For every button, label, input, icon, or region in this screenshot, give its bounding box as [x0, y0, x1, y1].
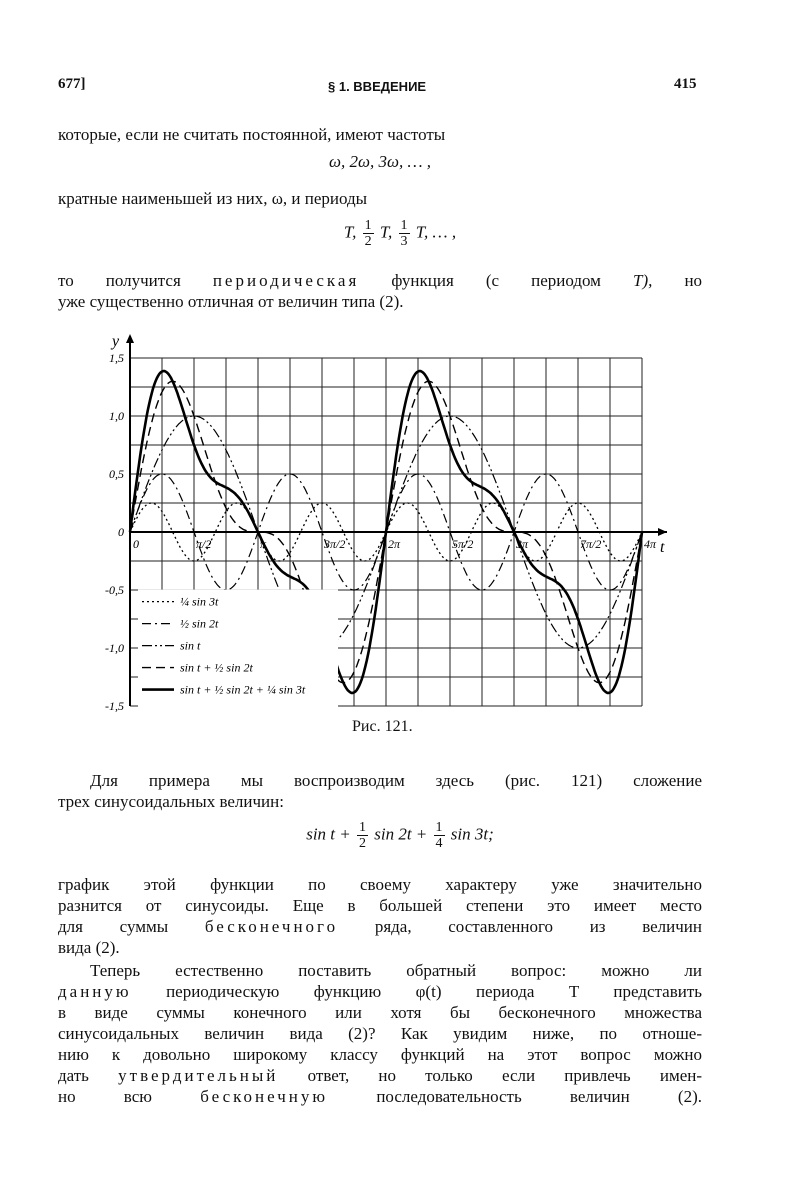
y-tick-label: -1,0 [105, 641, 124, 655]
paragraph-2: кратные наименьшей из них, ω, и периоды [58, 189, 368, 208]
paragraph-1: которые, если не считать постоянной, имеют частоты [58, 125, 446, 144]
figure-caption: Рис. 121. [352, 718, 413, 735]
paragraph-5-line-2: разнится от синусоиды. Еще в большей степени это имеет место [58, 896, 702, 915]
x-tick-label: 0 [133, 537, 139, 551]
x-tick-label: 5π/2 [452, 537, 474, 551]
paragraph-3-line-2: уже существенно отличная от величин типа (2). [58, 292, 404, 311]
header-section-number: 677] [58, 76, 86, 92]
legend-label: ½ sin 2t [180, 616, 219, 631]
y-tick-labels [105, 351, 124, 713]
y-axis-arrow [126, 334, 134, 343]
paragraph-5-line-1: график этой функции по своему характеру уже значительно [58, 875, 702, 894]
x-tick-label: 4π [644, 537, 657, 551]
paragraph-4-line-2: трех синусоидальных величин: [58, 792, 284, 811]
legend-label: sin t + ½ sin 2t + ¼ sin 3t [180, 682, 306, 697]
paragraph-5-line-4: вида (2). [58, 938, 120, 957]
y-axis-label: y [112, 333, 120, 350]
paragraph-4-line-1: Для примера мы воспроизводим здесь (рис. 121) сложение [90, 771, 702, 790]
paragraph-5-line-3: для суммы бесконечного ряда, составленного из величин [58, 917, 702, 936]
x-tick-label: 3π [516, 537, 529, 551]
y-tick-label: 0 [118, 525, 124, 539]
y-tick-label: 1,0 [109, 409, 124, 423]
paragraph-6-line-2: данную периодическую функцию φ(t) периода T представить [58, 982, 703, 1001]
paragraph-6-line-5: нию к довольно широкому классу функций на этот вопрос можно [58, 1045, 702, 1064]
header-title: § 1. ВВЕДЕНИЕ [328, 79, 427, 94]
y-tick-label: -1,5 [105, 699, 124, 713]
legend-label: sin t [180, 638, 201, 653]
page-number: 415 [674, 76, 697, 92]
paragraph-6-line-3: в виде суммы конечного или хотя бы бесконечного множества [58, 1003, 702, 1022]
x-axis-label: t [660, 539, 665, 556]
paragraph-6-line-7: но всю бесконечную последовательность величин (2). [58, 1087, 703, 1106]
y-tick-label: -0,5 [105, 583, 124, 597]
legend-label: sin t + ½ sin 2t [180, 660, 253, 675]
x-tick-label: π [260, 537, 267, 551]
y-tick-label: 1,5 [109, 351, 124, 365]
formula-sum: sin t + $\frac{1}{2}$ sin 2t + $\frac{1}{4}$ sin 3t; [306, 820, 494, 851]
x-tick-label: 3π/2 [324, 537, 346, 551]
legend-label: ¼ sin 3t [180, 594, 219, 609]
x-tick-label: π/2 [196, 537, 212, 551]
formula-frequencies: ω, 2ω, 3ω, … , [328, 152, 432, 171]
paragraph-6-line-6: дать утвердительный ответ, но только если привлечь имен- [58, 1066, 703, 1085]
x-tick-label: 2π [388, 537, 401, 551]
x-axis-arrow [658, 528, 667, 536]
x-tick-label: 7π/2 [580, 537, 602, 551]
chart-legend [138, 590, 338, 708]
figure-121-chart [90, 325, 690, 715]
paragraph-3-line-1: то получится периодическая функция (с периодом T), но [58, 271, 703, 290]
paragraph-6-line-1: Теперь естественно поставить обратный вопрос: можно ли [90, 961, 702, 980]
y-tick-label: 0,5 [109, 467, 124, 481]
paragraph-6-line-4: синусоидальных величин вида (2)? Как увидим ниже, по отноше- [58, 1024, 702, 1043]
formula-periods: T, $\frac{1}{2}$ T, $\frac{1}{3}$ T, … , [343, 218, 457, 249]
